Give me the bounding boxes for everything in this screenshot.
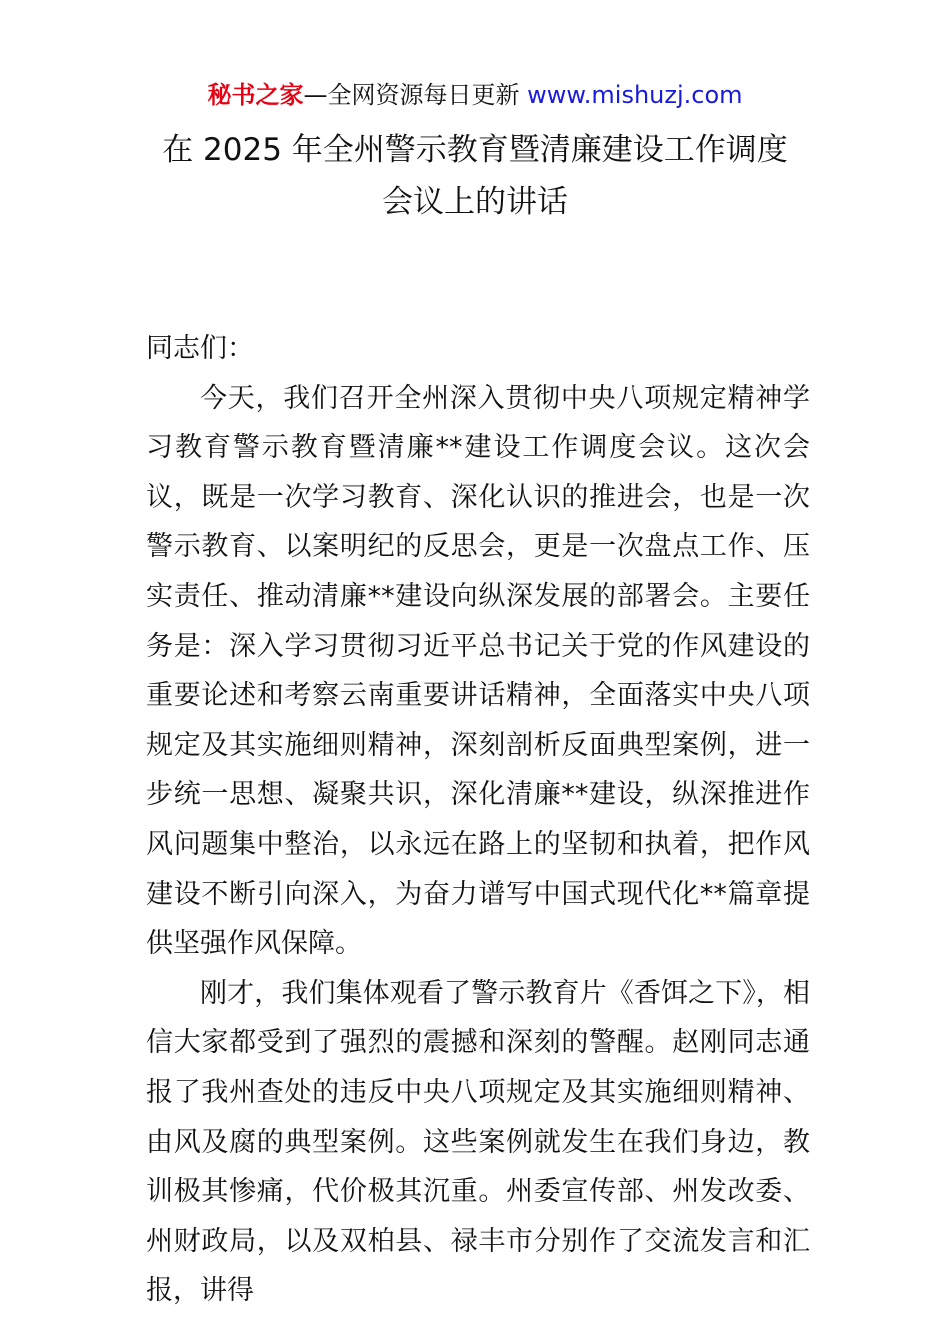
site-tagline: —全网资源每日更新	[303, 81, 520, 109]
title-line-1: 在 2025 年全州警示教育暨清廉建设工作调度	[162, 132, 788, 168]
salutation: 同志们：	[146, 333, 254, 364]
document-body	[146, 324, 810, 1316]
body-paragraph-1: 今天，我们召开全州深入贯彻中央八项规定精神学习教育警示教育暨清廉**建设工作调度会议。这次会议，既是一次学习教育、深化认识的推进会，也是一次警示教育、以案明纪的反思会，更是一次盘点工作、压实责任、推动清廉**建设向纵深发展的部署会。主要任务是：深入学习贯彻习近平总书记关于党的作风建设的重要论述和考察云南重要讲话精神，全面落实中央八项规定及其实施细则精神，深刻剖析反面典型案例，进一步统一思想、凝聚共识，深化清廉**建设，纵深推进作风问题集中整治，以永远在路上的坚韧和执着，把作风建设不断引向深入，为奋力谱写中国式现代化**篇章提供坚强作风保障。	[146, 382, 810, 960]
body-paragraph-2: 刚才，我们集体观看了警示教育片《香饵之下》，相信大家都受到了强烈的震撼和深刻的警醒。赵刚同志通报了我州查处的违反中央八项规定及其实施细则精神、由风及腐的典型案例。这些案例就发生在我们身边，教训极其惨痛，代价极其沉重。州委宣传部、州发改委、州财政局，以及双柏县、禄丰市分别作了交流发言和汇报，讲得	[146, 977, 810, 1307]
site-url-link[interactable]: www.mishuzj.com	[527, 81, 743, 109]
brand-name: 秘书之家	[207, 81, 304, 109]
title-line-2: 会议上的讲话	[382, 184, 568, 220]
document-title	[0, 124, 950, 228]
site-header	[0, 78, 950, 112]
